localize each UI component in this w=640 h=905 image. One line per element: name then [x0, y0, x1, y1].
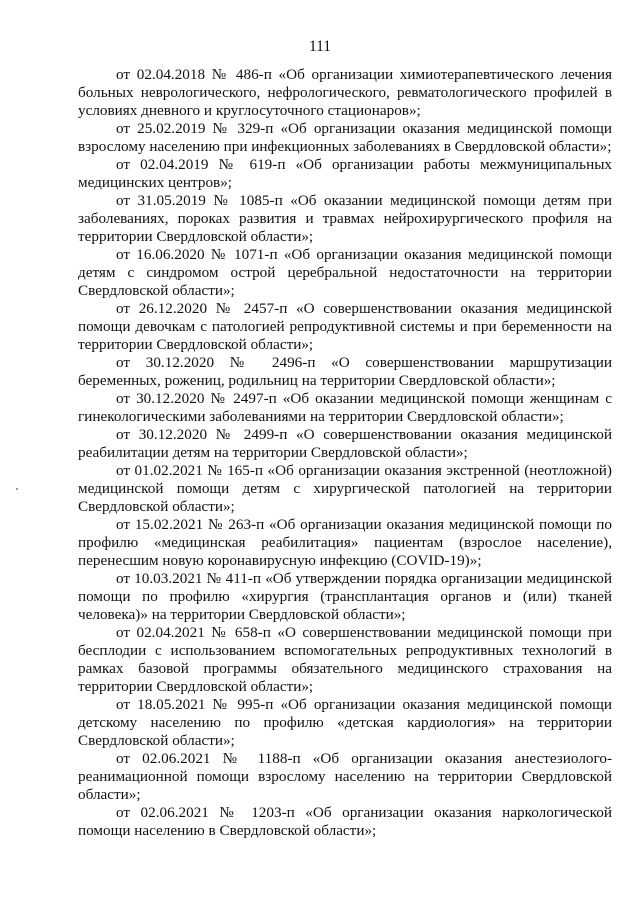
list-item: от 25.02.2019 № 329-п «Об организации оказания медицинской помощи взрослому населению при инфекционных заболеваниях в Свердловской области»; [78, 120, 612, 155]
list-item: от 02.04.2018 № 486-п «Об организации химиотерапевтического лечения больных неврологического, нефрологического, ревматологического профилей в условиях дневного и круглосуточного стационаров»; [78, 66, 612, 119]
list-item: от 31.05.2019 № 1085-п «Об оказании медицинской помощи детям при заболеваниях, пороках развития и травмах нейрохирургического профиля на территории Свердловской области»; [78, 192, 612, 245]
list-item: от 30.12.2020 № 2497-п «Об оказании медицинской помощи женщинам с гинекологическими заболеваниями на территории Свердловской области»; [78, 390, 612, 425]
list-item: от 18.05.2021 № 995-п «Об организации оказания медицинской помощи детскому населению по профилю «детская кардиология» на территории Свердловской области»; [78, 696, 612, 749]
list-item: от 01.02.2021 № 165-п «Об организации оказания экстренной (неотложной) медицинской помощи детям с хирургической патологией на территории Свердловской области»; [78, 462, 612, 515]
list-item: от 26.12.2020 № 2457-п «О совершенствовании оказания медицинской помощи девочкам с патологией репродуктивной системы и при беременности на территории Свердловской области»; [78, 300, 612, 353]
list-item: от 15.02.2021 № 263-п «Об организации оказания медицинской помощи по профилю «медицинская реабилитация» пациентам (взрослое население), перенесшим новую коронавирусную инфекцию (COVID-19)»; [78, 516, 612, 569]
list-item: от 16.06.2020 № 1071-п «Об организации оказания медицинской помощи детям с синдромом острой церебральной недостаточности на территории Свердловской области»; [78, 246, 612, 299]
order-list [78, 66, 612, 840]
list-item: от 30.12.2020 № 2499-п «О совершенствовании оказания медицинской реабилитации детям на территории Свердловской области»; [78, 426, 612, 461]
list-item: от 10.03.2021 № 411-п «Об утверждении порядка организации медицинской помощи по профилю «хирургия (трансплантация органов и (или) тканей человека)» на территории Свердловской области»; [78, 570, 612, 623]
scan-speck [16, 488, 18, 490]
list-item: от 30.12.2020 № 2496-п «О совершенствовании маршрутизации беременных, рожениц, родильниц на территории Свердловской области»; [78, 354, 612, 389]
list-item: от 02.04.2019 № 619-п «Об организации работы межмуниципальных медицинских центров»; [78, 156, 612, 191]
list-item: от 02.04.2021 № 658-п «О совершенствовании медицинской помощи при бесплодии с использованием вспомогательных репродуктивных технологий в рамках базовой программы обязательного медицинского страхования на территории Свердловской области»; [78, 624, 612, 695]
list-item: от 02.06.2021 № 1203-п «Об организации оказания наркологической помощи населению в Свердловской области»; [78, 804, 612, 839]
page-number: 111 [308, 38, 332, 55]
list-item: от 02.06.2021 № 1188-п «Об организации оказания анестезиолого-реанимационной помощи взрослому населению на территории Свердловской области»; [78, 750, 612, 803]
